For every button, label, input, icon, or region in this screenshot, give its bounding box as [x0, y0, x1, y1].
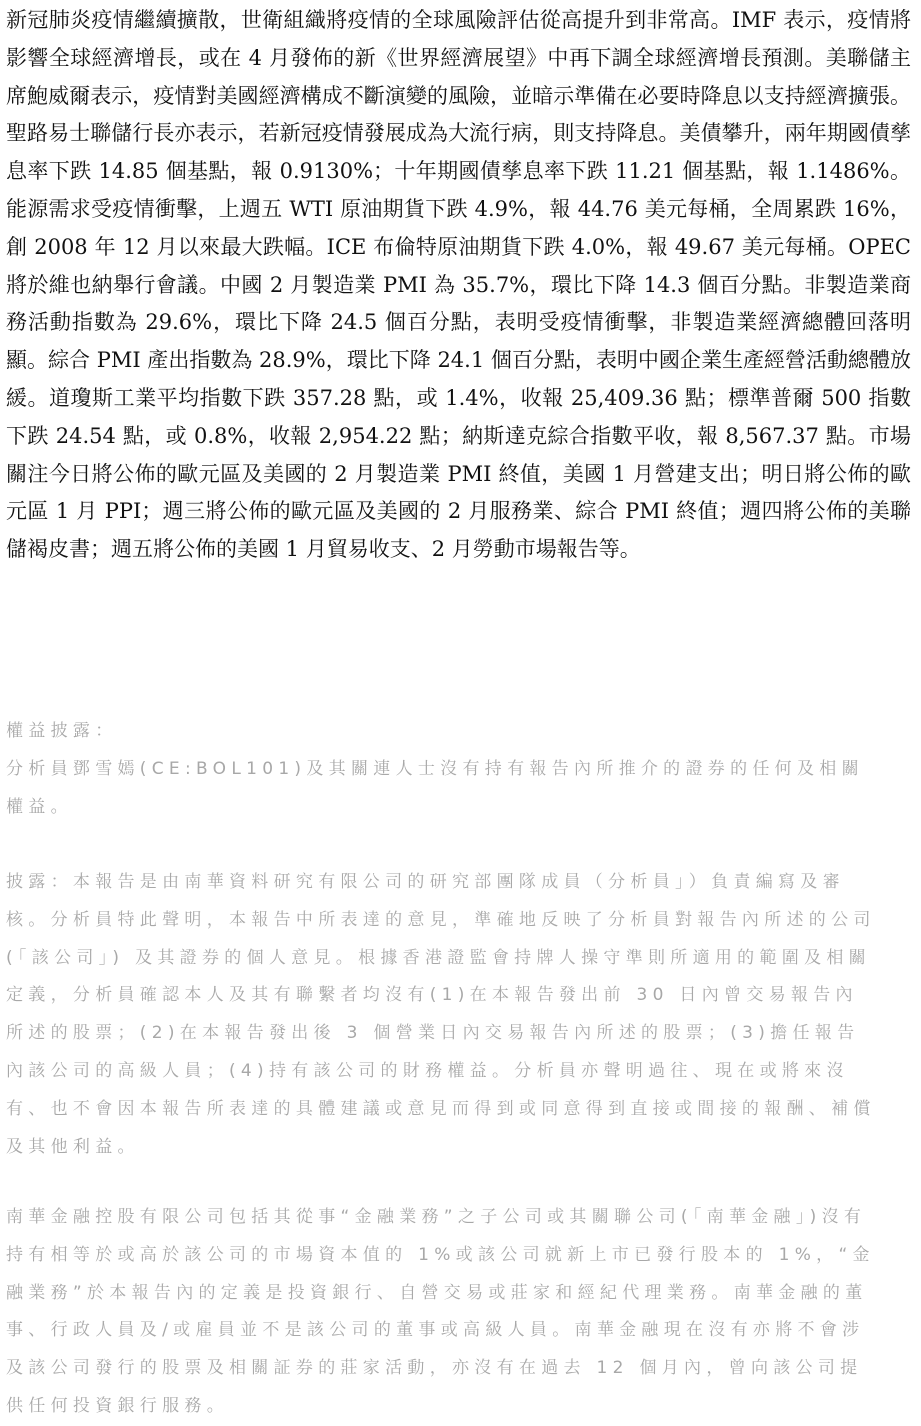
market-commentary-paragraph: 新冠肺炎疫情繼續擴散，世衛組織將疫情的全球風險評估從高提升到非常高。IMF 表示，疫情將影響全球經濟增長，或在 4 月發佈的新《世界經濟展望》中再下調全球經濟增長預測。美聯儲主席鮑威爾表示，疫情對美國經濟構成不斷演變的風險，並暗示準備在必要時降息以支持經濟擴張。聖路易士聯儲行長亦表示，若新冠疫情發展成為大流行病，則支持降息。美債攀升，兩年期國債孳息率下跌 14.85 個基點，報 0.9130%；十年期國債孳息率下跌 11.21 個基點，報 1.1486%。能源需求受疫情衝擊，上週五 WTI 原油期貨下跌 4.9%，報 44.76 美元每桶，全周累跌 16%，創 2008 年 12 月以來最大跌幅。ICE 布倫特原油期貨下跌 4.0%，報 49.67 美元每桶。OPEC 將於維也納舉行會議。中國 2 月製造業 PMI 為 35.7%，環比下降 14.3 個百分點。非製造業商務活動指數為 29.6%，環比下降 24.5 個百分點，表明受疫情衝擊，非製造業經濟總體回落明顯。綜合 PMI 產出指數為 28.9%，環比下降 24.1 個百分點，表明中國企業生產經營活動總體放緩。道瓊斯工業平均指數下跌 357.28 點，或 1.4%，收報 25,409.36 點；標準普爾 500 指數下跌 24.54 點，或 0.8%，收報 2,954.22 點；納斯達克綜合指數平收，報 8,567.37 點。市場關注今日將公佈的歐元區及美國的 2 月製造業 PMI 終值，美國 1 月營建支出；明日將公佈的歐元區 1 月 PPI；週三將公佈的歐元區及美國的 2 月服務業、綜合 PMI 終值；週四將公佈的美聯儲褐皮書；週五將公佈的美國 1 月貿易收支、2 月勞動市場報告等。: [6, 8, 911, 562]
group-interest-statement: 南華金融控股有限公司包括其從事“金融業務”之子公司或其關聯公司(「南華金融」)沒有持有相等於或高於該公司的市場資本值的 1%或該公司就新上市已發行股本的 1%，“金融業務”於本報告內的定義是投資銀行、自營交易或莊家和經紀代理業務。南華金融的董事、行政人員及/或雇員並不是該公司的董事或高級人員。南華金融現在沒有亦將不會涉及該公司發行的股票及相關証券的莊家活動，亦沒有在過去 12 個月內，曾向該公司提供任何投資銀行服務。: [6, 1207, 875, 1416]
disclosure-heading: 權益披露：: [6, 721, 118, 741]
analyst-interest-statement: 分析員鄧雪嫣(CE:BOL101)及其關連人士沒有持有報告內所推介的證券的任何及相關權益。: [6, 759, 864, 817]
disclaimer-paragraph: 披露：本報告是由南華資料研究有限公司的研究部團隊成員（分析員」）負責編寫及審核。分析員特此聲明，本報告中所表達的意見，準確地反映了分析員對報告內所述的公司(「該公司」) 及其證券的個人意見。根據香港證監會持牌人操守準則所適用的範圍及相關定義，分析員確認本人及其有聯繫者均沒有(1)在本報告發出前 30 日內曾交易報告內所述的股票；(2)在本報告發出後 3 個營業日內交易報告內所述的股票；(3)擔任報告內該公司的高級人員；(4)持有該公司的財務權益。分析員亦聲明過往、現在或將來沒有、也不會因本報告所表達的具體建議或意見而得到或同意得到直接或間接的報酬、補償及其他利益。: [6, 872, 876, 1157]
